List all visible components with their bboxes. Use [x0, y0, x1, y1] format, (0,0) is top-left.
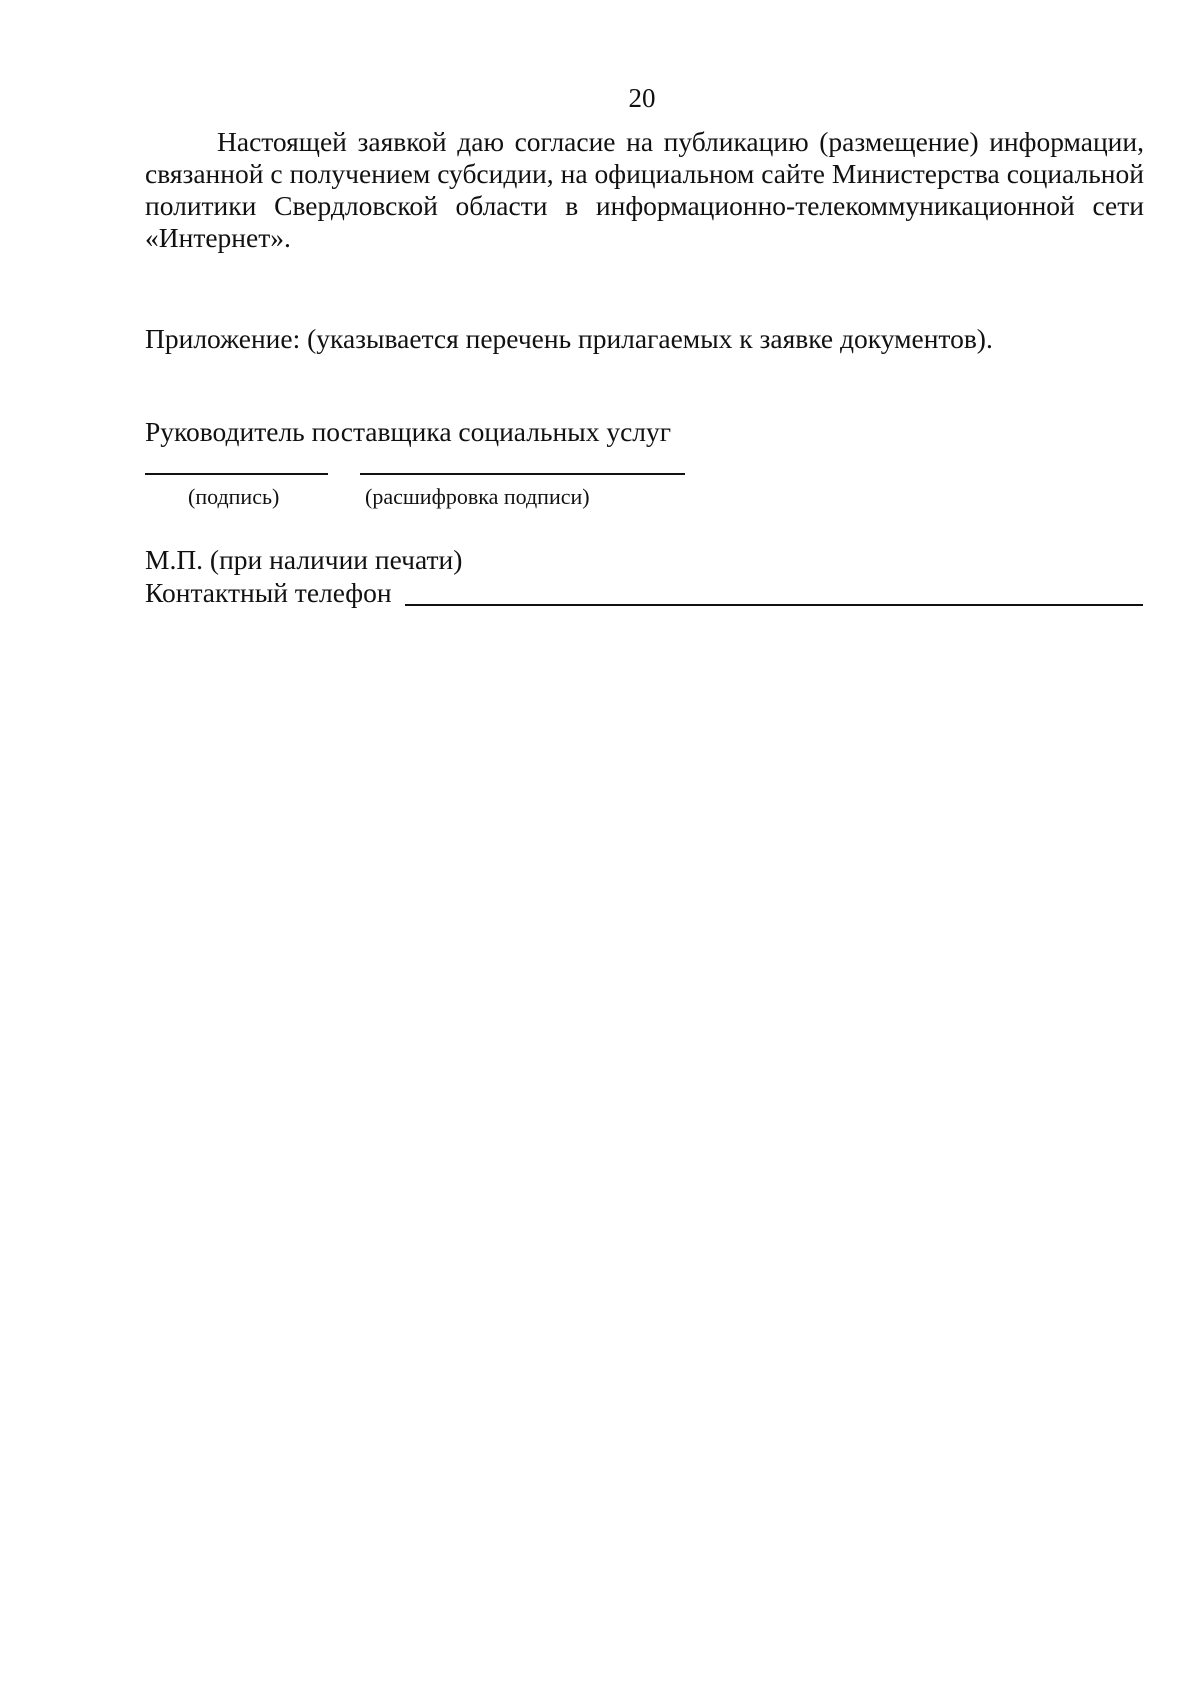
signature-line [145, 473, 328, 475]
head-title: Руководитель поставщика социальных услуг [145, 416, 672, 447]
signature-decoding-line [360, 473, 685, 475]
contact-phone-row [145, 577, 1145, 609]
contact-phone-label: Контактный телефон [145, 577, 392, 608]
contact-phone-line [405, 604, 1143, 606]
attachment-line: Приложение: (указывается перечень прилагаемых к заявке документов). [145, 323, 993, 354]
consent-paragraph: Настоящей заявкой даю согласие на публикацию (размещение) информации, связанной с получением субсидии, на официальном сайте Министерства социальной политики Свердловской области в информационно-телекоммуникационной сети «Интернет». [145, 126, 1144, 253]
signature-decoding-caption: (расшифровка подписи) [365, 484, 590, 509]
page-number: 20 [628, 83, 656, 113]
signature-caption: (подпись) [188, 484, 280, 509]
stamp-note: М.П. (при наличии печати) [145, 544, 463, 575]
